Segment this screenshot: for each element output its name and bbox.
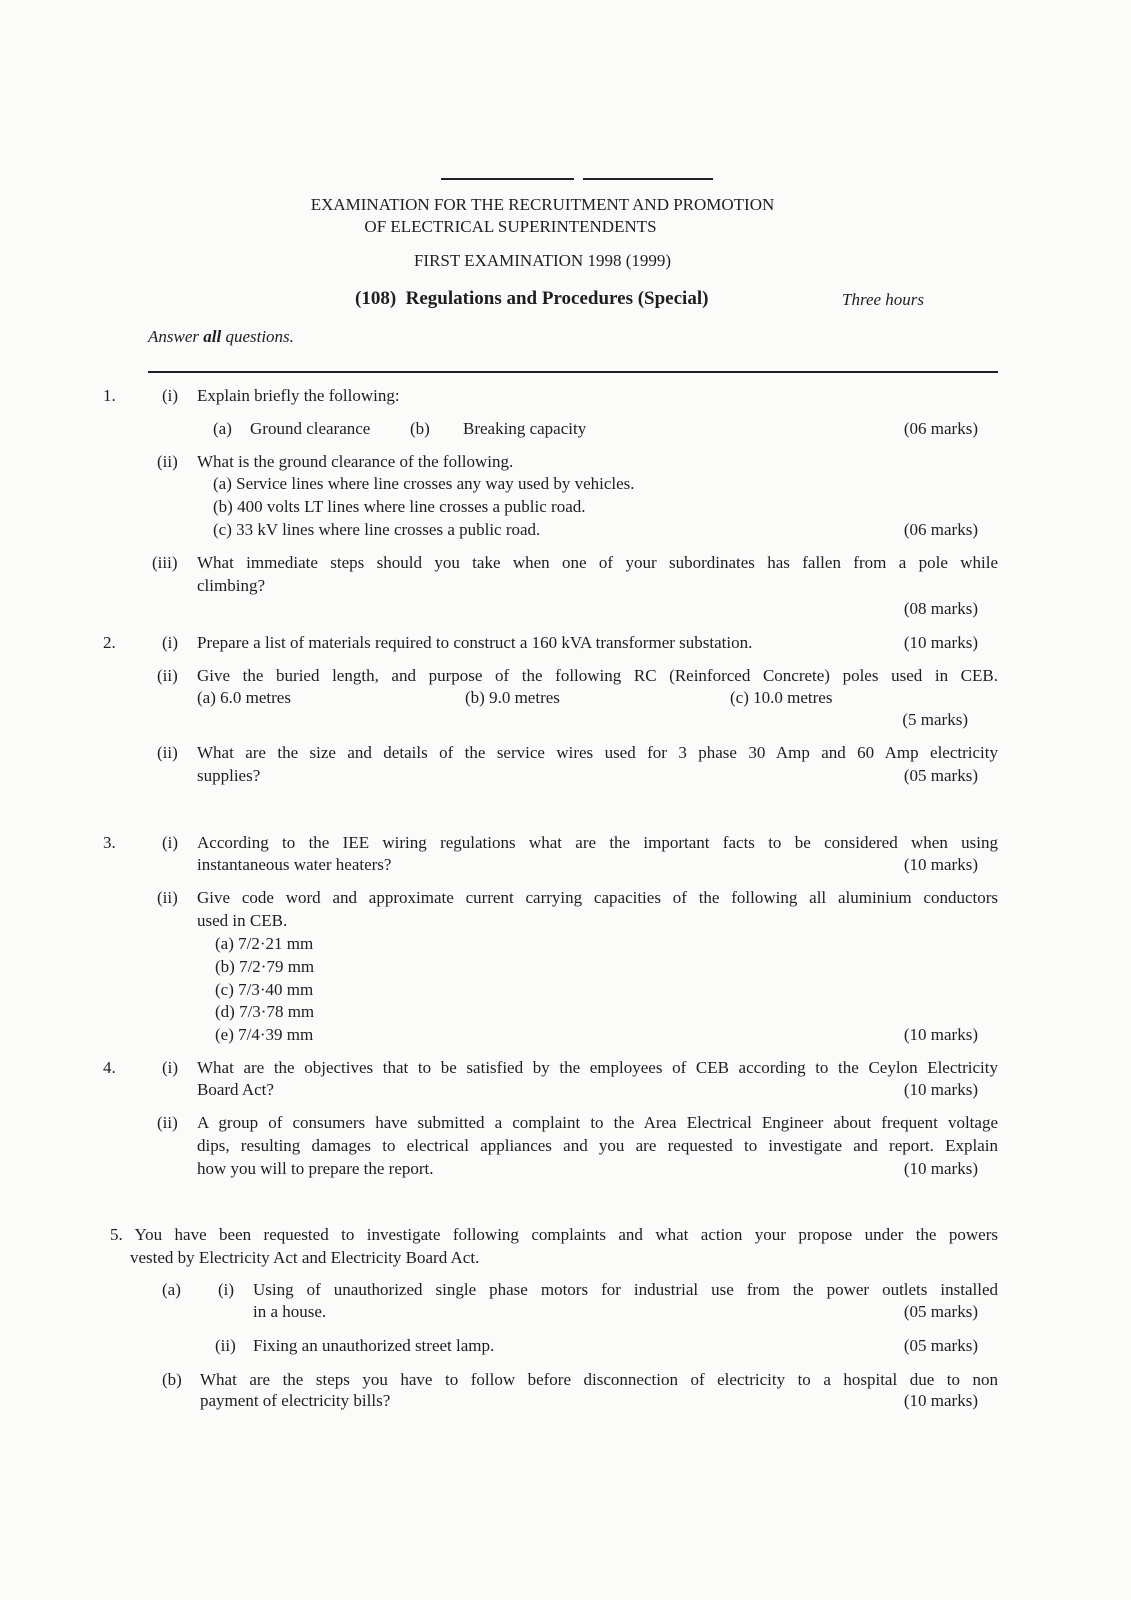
- duration: Three hours: [842, 290, 925, 309]
- instruction-text: questions.: [225, 327, 294, 346]
- instruction-text: Answer: [148, 327, 199, 346]
- header-divider: [148, 371, 998, 373]
- option: (c) 10.0 metres: [730, 688, 833, 707]
- marks: (06 marks): [903, 520, 978, 539]
- part-label: (ii): [157, 1113, 178, 1132]
- question-text: Prepare a list of materials required to construct a 160 kVA transformer substation.: [197, 633, 753, 652]
- sub-item: (b) 400 volts LT lines where line crosses a public road.: [213, 497, 586, 516]
- marks: (05 marks): [903, 1336, 978, 1355]
- marks: (10 marks): [903, 633, 978, 652]
- question-text: Explain briefly the following:: [197, 386, 400, 405]
- option: (a) 6.0 metres: [197, 688, 291, 707]
- marks: (10 marks): [903, 1025, 978, 1044]
- question-text: how you will to prepare the report.: [197, 1159, 434, 1178]
- marks: (05 marks): [903, 1302, 978, 1321]
- question-text: used in CEB.: [197, 911, 288, 930]
- exam-title: FIRST EXAMINATION 1998 (1999): [413, 251, 672, 270]
- question-text: Give the buried length, and purpose of the following RC (Reinforced Concrete) poles used in CEB.: [197, 666, 998, 685]
- part-label: (i): [162, 833, 179, 852]
- paper-title: [355, 289, 708, 309]
- marks: (05 marks): [903, 766, 978, 785]
- marks: (10 marks): [903, 1159, 978, 1178]
- question-text: What immediate steps should you take when one of your subordinates has fallen from a pole while: [197, 553, 998, 572]
- question-text: payment of electricity bills?: [200, 1391, 391, 1410]
- question-text: supplies?: [197, 766, 261, 785]
- sub-label: (ii): [215, 1336, 236, 1355]
- marks: (08 marks): [903, 599, 978, 618]
- question-text: Using of unauthorized single phase motors for industrial use from the power outlets installed: [253, 1280, 998, 1299]
- conductor-item: (b) 7/2·79 mm: [215, 957, 315, 976]
- question-text: What are the steps you have to follow before disconnection of electricity to a hospital due to non: [200, 1370, 998, 1389]
- question-text: What are the objectives that to be satisfied by the employees of CEB according to the Ceylon Electricity: [197, 1058, 998, 1077]
- part-label: (ii): [157, 743, 178, 762]
- question-text: Board Act?: [197, 1080, 274, 1099]
- question-text: Give code word and approximate current carrying capacities of the following all aluminium conductors: [197, 888, 998, 907]
- part-label: (i): [162, 1058, 179, 1077]
- question-text: Fixing an unauthorized street lamp.: [253, 1336, 495, 1355]
- part-label: (ii): [157, 666, 178, 685]
- question-text: What are the size and details of the service wires used for 3 phase 30 Amp and 60 Amp electricity: [197, 743, 998, 762]
- part-label: (b): [162, 1370, 182, 1389]
- question-text: dips, resulting damages to electrical appliances and you are requested to investigate and report. Explain: [197, 1136, 998, 1155]
- question-text: What is the ground clearance of the following.: [197, 452, 514, 471]
- question-text: instantaneous water heaters?: [197, 855, 392, 874]
- part-label: (a): [162, 1280, 181, 1299]
- question-number: 2.: [103, 633, 116, 652]
- top-rule-right: [583, 178, 713, 180]
- option: (b) 9.0 metres: [465, 688, 560, 707]
- paper-code: (108): [355, 288, 397, 309]
- marks: (5 marks): [902, 710, 968, 729]
- question-text: vested by Electricity Act and Electricity Board Act.: [130, 1248, 480, 1267]
- question-text: A group of consumers have submitted a complaint to the Area Electrical Engineer about frequent voltage: [197, 1113, 998, 1132]
- marks: (06 marks): [903, 419, 978, 438]
- top-rule-left: [441, 178, 574, 180]
- paper-subject: Regulations and Procedures (Special): [405, 288, 709, 309]
- marks: (10 marks): [903, 1080, 978, 1099]
- sub-label: (i): [218, 1280, 235, 1299]
- part-label: (ii): [157, 452, 178, 471]
- header-line-2: OF ELECTRICAL SUPERINTENDENTS: [364, 217, 657, 236]
- header-line-1: EXAMINATION FOR THE RECRUITMENT AND PROMOTION: [310, 195, 775, 214]
- sub-item: (c) 33 kV lines where line crosses a public road.: [213, 520, 541, 539]
- question-number: 3.: [103, 833, 116, 852]
- question-text: climbing?: [197, 576, 265, 595]
- question-number: 1.: [103, 386, 116, 405]
- question-number: 4.: [103, 1058, 116, 1077]
- instruction: [148, 327, 294, 347]
- conductor-item: (d) 7/3·78 mm: [215, 1002, 315, 1021]
- conductor-item: (e) 7/4·39 mm: [215, 1025, 314, 1044]
- part-label: (i): [162, 633, 179, 652]
- sub-item: (a) Service lines where line crosses any way used by vehicles.: [213, 474, 635, 493]
- sub-item: Breaking capacity: [463, 419, 587, 438]
- part-label: (iii): [152, 553, 178, 572]
- conductor-item: (c) 7/3·40 mm: [215, 980, 314, 999]
- sub-label: (a): [213, 419, 232, 438]
- question-text: in a house.: [253, 1302, 327, 1321]
- question-text: According to the IEE wiring regulations what are the important facts to be considered when using: [197, 833, 998, 852]
- marks: (10 marks): [903, 1391, 978, 1410]
- sub-label: (b): [410, 419, 430, 438]
- part-label: (i): [162, 386, 179, 405]
- marks: (10 marks): [903, 855, 978, 874]
- sub-item: Ground clearance: [250, 419, 371, 438]
- instruction-emphasis: all: [203, 327, 222, 346]
- question-text: 5. You have been requested to investigate following complaints and what action your propose under the powers: [110, 1225, 998, 1244]
- conductor-item: (a) 7/2·21 mm: [215, 934, 314, 953]
- part-label: (ii): [157, 888, 178, 907]
